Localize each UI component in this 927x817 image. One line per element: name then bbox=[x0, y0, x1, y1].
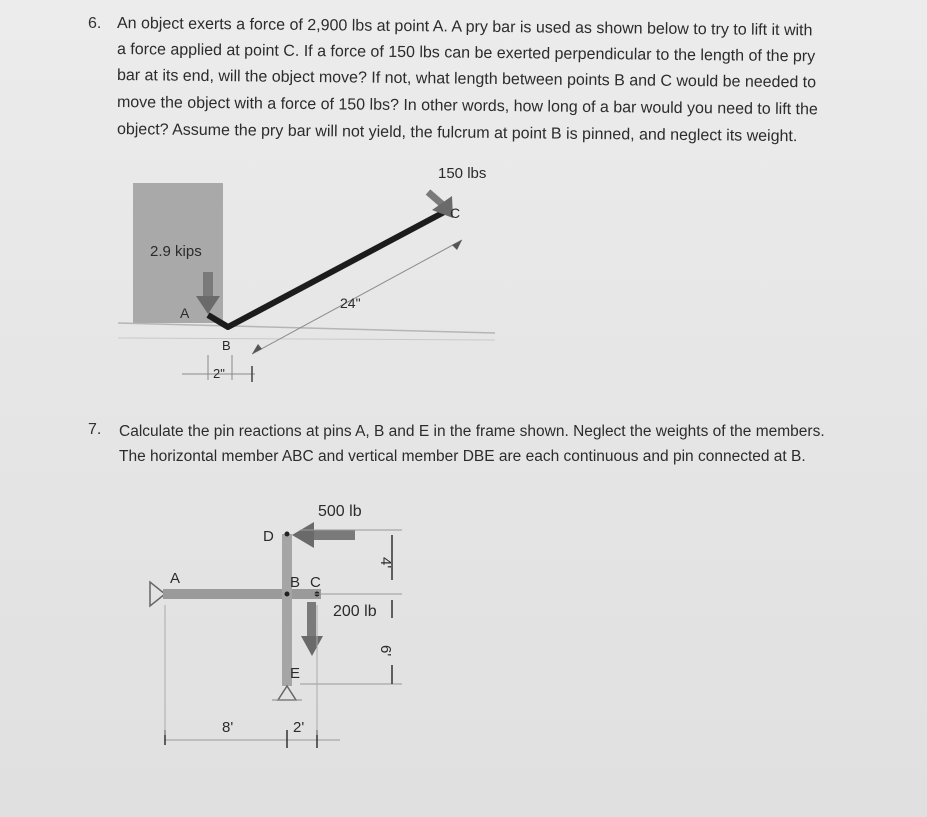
member-dbe bbox=[282, 534, 292, 686]
problem-7-number: 7. bbox=[88, 421, 102, 438]
problem-7-line-2: The horizontal member ABC and vertical member DBE are each continuous and pin connected at B. bbox=[119, 448, 806, 465]
vertical-load-head bbox=[301, 636, 323, 656]
dim-6ft-label: 6' bbox=[377, 645, 394, 657]
pin-support-e bbox=[278, 686, 296, 700]
point-c-label: C bbox=[310, 574, 321, 591]
point-b-label: B bbox=[290, 574, 301, 591]
horizontal-load-label: 500 lb bbox=[318, 503, 362, 520]
force-label: 150 lbs bbox=[438, 165, 487, 182]
point-b-label: B bbox=[222, 338, 231, 353]
short-length-label: 2" bbox=[213, 366, 225, 381]
pin-b bbox=[285, 592, 290, 597]
problem-6-line-1: An object exerts a force of 2,900 lbs at point A. A pry bar is used as shown below to try to lift it with bbox=[116, 15, 813, 40]
pin-d bbox=[285, 532, 290, 537]
pin-support-a bbox=[150, 582, 165, 606]
problem-6-number: 6. bbox=[88, 15, 102, 32]
problem-6-line-5: object? Assume the pry bar will not yield, the fulcrum at point B is pinned, and neglect its weight. bbox=[116, 121, 798, 146]
vertical-load-shaft bbox=[307, 602, 316, 638]
horizontal-load-head bbox=[292, 522, 314, 548]
point-a-label: A bbox=[170, 570, 181, 587]
bar-length-label: 24" bbox=[340, 295, 361, 311]
problem-6-line-4: move the object with a force of 150 lbs? In other words, how long of a bar would you need to lift the bbox=[116, 94, 818, 119]
problem-6-line-2: a force applied at point C. If a force of 150 lbs can be exerted perpendicular to the length of the pry bbox=[116, 41, 816, 66]
dim-4ft-label: 4' bbox=[377, 557, 394, 569]
point-d-label: D bbox=[263, 528, 274, 545]
point-a-label: A bbox=[180, 305, 190, 321]
point-e-label: E bbox=[290, 665, 301, 682]
weight-label: 2.9 kips bbox=[150, 243, 202, 260]
horizontal-load-shaft bbox=[310, 530, 355, 540]
vertical-load-label: 200 lb bbox=[333, 603, 377, 620]
problem-7-line-1: Calculate the pin reactions at pins A, B and E in the frame shown. Neglect the weights of the members. bbox=[119, 423, 825, 440]
dim-8ft-label: 8' bbox=[222, 719, 234, 736]
point-c-label: C bbox=[450, 205, 461, 221]
dim-2ft-label: 2' bbox=[293, 719, 305, 736]
problem-6-line-3: bar at its end, will the object move? If not, what length between points B and C would be needed to bbox=[116, 67, 817, 92]
